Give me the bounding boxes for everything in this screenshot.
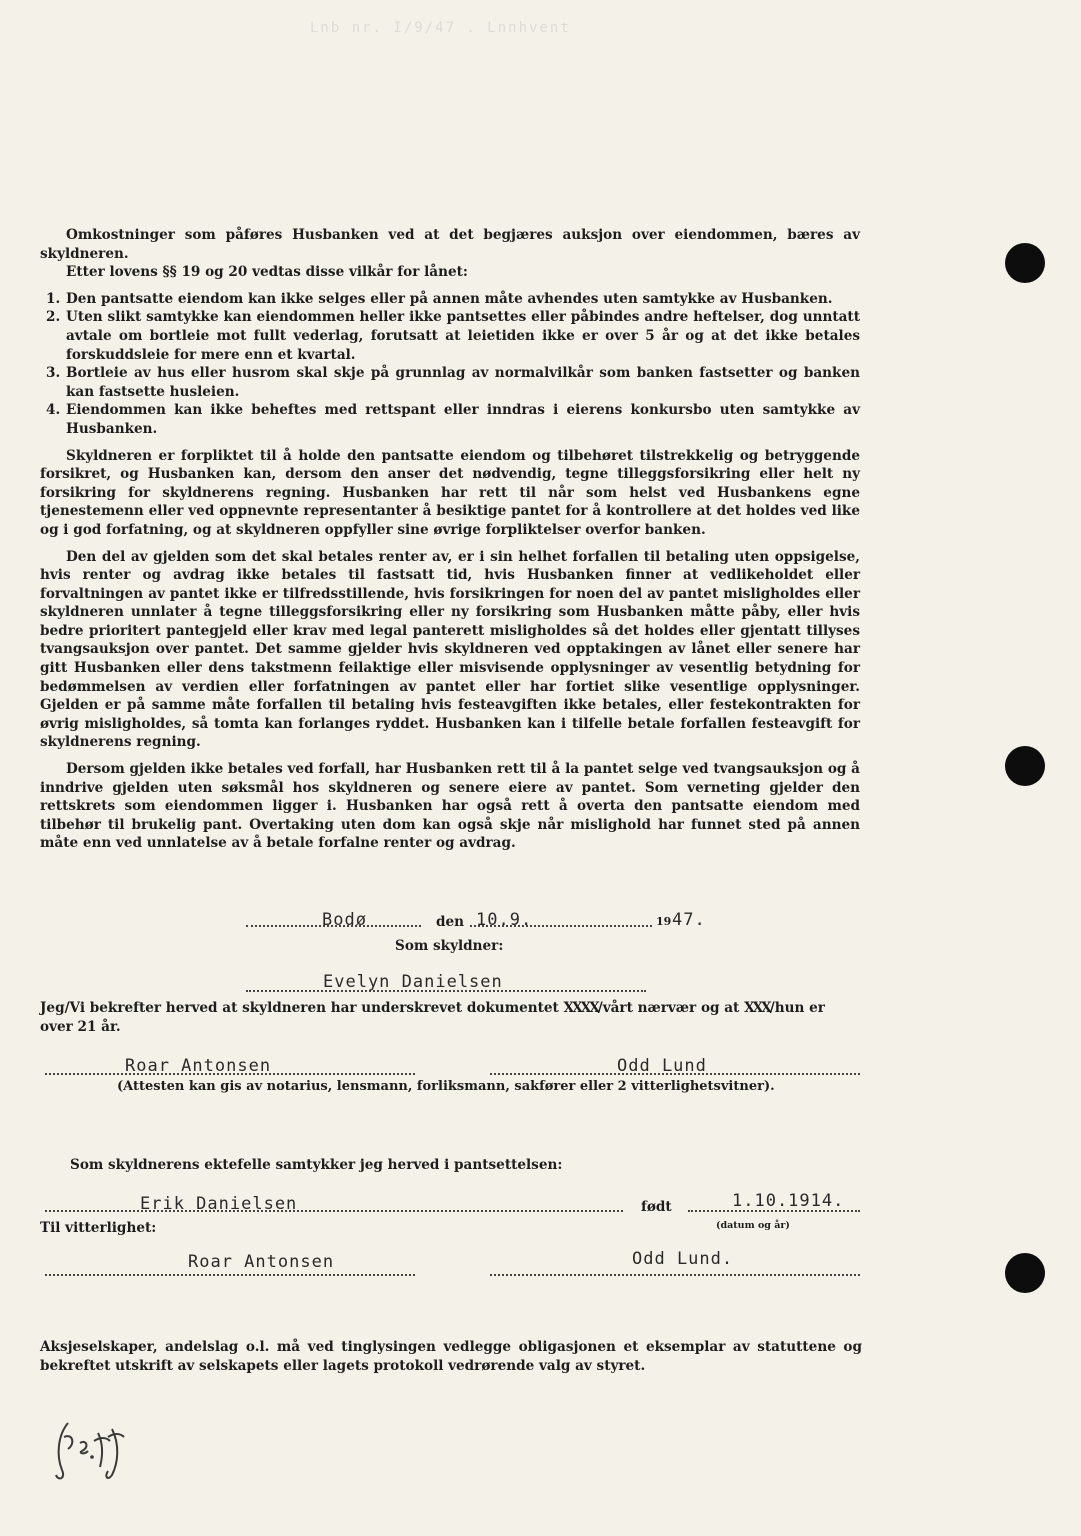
paragraph-insurance: Skyldneren er forpliktet til å holde den pantsatte eiendom og tilbehøret tilstrekkelig og betryggende forsikret, og Husbanken kan, dersom den anser det nødvendig, tegne tilleggsforsikring eller helt ny forsikring for skyldnerens regning. Husbanken har rett til når som helst ved Husbankens egne tjenestemenn eller ved oppnevnte representanter å besiktige pantet for å kontrollere at det holdes ved like og i god forfatning, og at skyldneren oppfyller sine øvrige forpliktelser overfor banken. [40,447,860,538]
paragraph-enforcement: Dersom gjelden ikke betales ved forfall, har Husbanken rett til å la pantet selge ved tvangsauksjon og å inndrive gjelden uten søksmål hos skyldneren og senere eiere av pantet. Som verneting gjelder den rettskrets som eiendommen ligger i. Husbanken har også rett å overta den pantsatte eiendom med tilbehør til brukelig pant. Overtaking uten dom kan også skje når mislighold har funnet sted på annen måte enn ved unnlatelse av å betale forfalne renter og avdrag. [40,761,860,852]
spouse-intro: Som skyldnerens ektefelle samtykker jeg herved i pantsettelsen: [70,1157,563,1173]
paragraph-terms-intro: Etter lovens §§ 19 og 20 vedtas disse vilkår for lånet: [66,264,468,281]
fodt-label: født [641,1199,672,1215]
list-item: 2. Uten slikt samtykke kan eiendommen heller ikke pantsettes eller påbindes andre heftelser, dog unntatt avtale om bortleie mot fullt vederlag, forutsatt at leietiden ikke er over 5 år og at det ikke betales forskuddsleie for mere enn et kvartal. [46,309,860,363]
punch-hole-middle [1005,746,1045,786]
debtor-signature: Evelyn Danielsen [323,972,503,992]
faint-header-text: Lnb nr. I/9/47 . Lnnhvent [310,20,571,36]
confirm-line-age: over 21 år. [40,1019,121,1035]
list-item: 1. Den pantsatte eiendom kan ikke selges eller på annen måte avhendes uten samtykke av Husbanken. [46,290,833,307]
den-label: den [436,914,465,930]
year-suffix: 47. [672,910,706,930]
som-skyldner-label: Som skyldner: [395,938,504,954]
spouse-signature: Erik Danielsen [140,1194,298,1214]
terms-body [40,226,860,853]
paragraph-default: Den del av gjelden som det skal betales renter av, er i sin helhet forfallen til betaling uten oppsigelse, hvis renter og avdrag ikke betales til fastsatt tid, hvis Husbanken finner at vedlikeholdet eller forvaltningen av pantet ikke er tilfredsstillende, hvis forsikringen for noen del av pantet misligholdes eller skyldneren unnlater å tegne tilleggsforsikring eller ny forsikring som Husbanken måtte påby, eller hvis bedre prioritert pantegjeld eller krav med legal panterett misligholdes så det holdes eller gjentatt tillyses tvangsauksjon over pantet. Det samme gjelder hvis skyldneren ved opptakingen av lånet eller senere har gitt Husbanken eller dens takstmenn feilaktige eller misvisende opplysninger av vesentlig betydning for bedømmelsen av verdien eller forfatningen av pantet eller har fortiet slike vesentlige opplysninger. Gjelden er på samme måte forfallen til betaling hvis festeavgiften ikke betales, eller festekontrakten for øvrig misligholdes, så tomta kan forlanges ryddet. Husbanken kan i tilfelle betale forfallen festeavgift for skyldnerens regning. [40,548,860,751]
punch-hole-bottom [1005,1253,1045,1293]
date-value: 10.9. [476,910,533,930]
terms-list [40,290,860,439]
attest-note: (Attesten kan gis av notarius, lensmann, forliksmann, sakfører eller 2 vitterlighetsvitner). [117,1079,775,1094]
list-item: 4. Eiendommen kan ikke beheftes med rettspant eller inndras i eierens konkursbo uten samtykke av Husbanken. [46,402,860,437]
spouse-witness2-signature: Odd Lund. [632,1249,734,1269]
born-note: (datum og år) [716,1220,790,1231]
initials-signature [50,1415,130,1489]
footer-note: Aksjeselskaper, andelslag o.l. må ved tinglysingen vedlegge obligasjonen et eksemplar av statuttene og bekreftet utskrift av selskapets eller lagets protokoll vedrørende valg av styret. [40,1339,862,1374]
place-value: Bodø [322,910,367,930]
spouse-witness2-dotted-line [490,1274,860,1276]
year-prefix: 19 [656,915,672,928]
confirm-line: Jeg/Vi bekrefter herved at skyldneren har underskrevet dokumentet XXXX/vårt nærvær og at XXX/hun er [40,1000,825,1016]
paragraph-costs: Omkostninger som påføres Husbanken ved at det begjæres auksjon over eiendommen, bæres av skyldneren. [40,227,860,262]
spouse-witness1-dotted-line [45,1274,415,1276]
witness1-signature: Roar Antonsen [125,1056,272,1076]
punch-hole-top [1005,243,1045,283]
list-item: 3. Bortleie av hus eller husrom skal skje på grunnlag av normalvilkår som banken fastsetter og banken kan fastsette husleien. [46,365,860,400]
spouse-witness1-signature: Roar Antonsen [188,1252,335,1272]
witness2-signature: Odd Lund [617,1056,707,1076]
born-value: 1.10.1914. [732,1191,845,1211]
spouse-dotted-line [45,1210,623,1212]
til-vitterlighet-label: Til vitterlighet: [40,1220,157,1236]
